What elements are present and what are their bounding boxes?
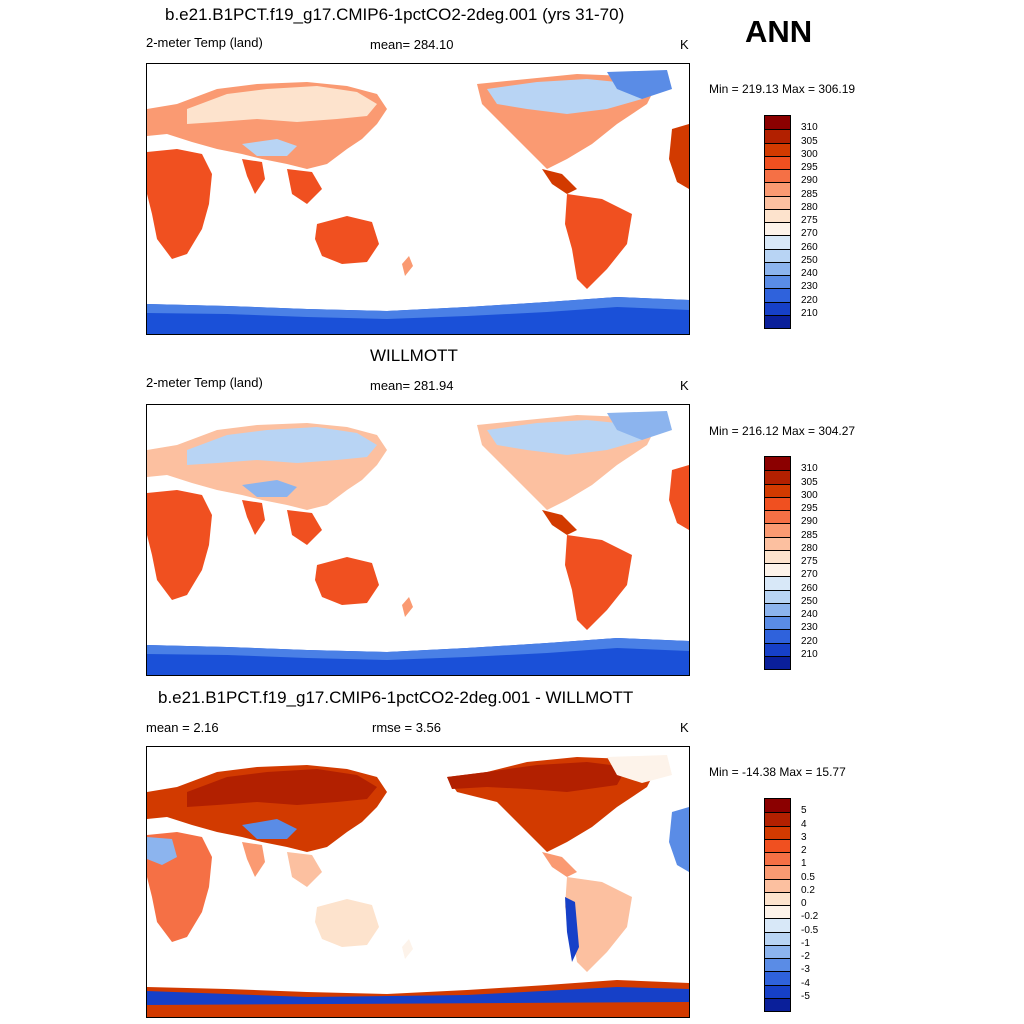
panel-3-units-label: K <box>680 720 689 735</box>
colorbar-tick-label: 285 <box>801 188 818 200</box>
colorbar-tick-label: 300 <box>801 489 818 501</box>
colorbar-tick-label: 270 <box>801 228 818 240</box>
colorbar-tick-label: 250 <box>801 254 818 266</box>
australia-region <box>315 899 379 947</box>
panel-2-colorbar <box>764 456 818 670</box>
colorbar-tick-label: 305 <box>801 135 818 147</box>
colorbar-tick-label: -1 <box>801 937 810 949</box>
central-america-region <box>542 169 577 194</box>
colorbar-tick-label: 220 <box>801 635 818 647</box>
colorbar-box <box>765 563 790 576</box>
africa-east-wrap-region <box>669 124 689 189</box>
colorbar-box <box>765 249 790 262</box>
colorbar-tick-label: 220 <box>801 294 818 306</box>
new-zealand-region <box>402 597 413 617</box>
colorbar-tick-label: 275 <box>801 215 818 226</box>
colorbar-box <box>765 156 790 169</box>
colorbar-box <box>765 590 790 603</box>
se-asia-region <box>287 169 322 204</box>
colorbar-tick-label: 240 <box>801 609 818 620</box>
africa-east-wrap-region <box>669 465 689 530</box>
colorbar-box <box>765 129 790 142</box>
colorbar-tick-label: -5 <box>801 990 810 1002</box>
colorbar-box <box>765 852 790 865</box>
colorbar-box <box>765 839 790 852</box>
colorbar-box <box>765 905 790 918</box>
colorbar-tick-label: 280 <box>801 201 818 213</box>
colorbar-box <box>765 457 790 470</box>
colorbar-tick-label: 260 <box>801 241 818 253</box>
colorbar-tick-label: -0.5 <box>801 924 819 936</box>
colorbar-box <box>765 799 790 812</box>
panel-1-map <box>146 63 690 335</box>
colorbar-tick-label: 210 <box>801 648 818 660</box>
colorbar-box <box>765 262 790 275</box>
colorbar-box <box>765 629 790 642</box>
new-zealand-region <box>402 256 413 276</box>
panel-2-variable-label: 2-meter Temp (land) <box>146 375 263 390</box>
colorbar-box <box>765 603 790 616</box>
colorbar-tick-label: 210 <box>801 307 818 319</box>
colorbar-tick-label: 285 <box>801 529 818 541</box>
panel-3-minmax-label: Min = -14.38 Max = 15.77 <box>709 765 846 779</box>
colorbar-tick-label: 310 <box>801 463 818 475</box>
colorbar-box <box>765 116 790 129</box>
colorbar-box <box>765 918 790 931</box>
panel-2-units-label: K <box>680 378 689 393</box>
colorbar-box <box>765 302 790 315</box>
colorbar-tick-label: -3 <box>801 964 810 976</box>
colorbar-tick-label: 0.5 <box>801 871 815 883</box>
india-region <box>242 500 265 535</box>
colorbar-tick-label: -2 <box>801 951 810 962</box>
colorbar-tick-label: 300 <box>801 148 818 160</box>
panel-1-map-svg <box>147 64 689 334</box>
australia-region <box>315 557 379 605</box>
colorbar-tick-label: -0.2 <box>801 911 819 923</box>
panel-2-title: WILLMOTT <box>370 346 458 365</box>
africa-region <box>147 149 212 259</box>
panel-2-mean-label: mean= 281.94 <box>370 378 454 393</box>
panel-1-colorbar <box>764 115 818 329</box>
colorbar-box <box>765 865 790 878</box>
panel-2-map-svg <box>147 405 689 675</box>
colorbar-box <box>765 235 790 248</box>
africa-east-wrap-region <box>669 807 689 872</box>
season-label: ANN <box>745 14 813 49</box>
colorbar-box <box>765 275 790 288</box>
central-america-region <box>542 852 577 877</box>
colorbar-box <box>765 470 790 483</box>
colorbar-tick-label: 270 <box>801 569 818 581</box>
panel-1-variable-label: 2-meter Temp (land) <box>146 35 263 50</box>
colorbar-tick-label: 250 <box>801 595 818 607</box>
colorbar-tick-label: 290 <box>801 516 818 528</box>
colorbar-tick-label: 295 <box>801 162 818 173</box>
colorbar-tick-label: 295 <box>801 503 818 514</box>
colorbar-box <box>765 497 790 510</box>
colorbar-tick-label: 310 <box>801 122 818 134</box>
colorbar-tick-label: 0 <box>801 898 807 909</box>
panel-1-units-label: K <box>680 37 689 52</box>
colorbar-tick-label: 0.2 <box>801 884 815 896</box>
panel-2-map <box>146 404 690 676</box>
colorbar-box <box>765 892 790 905</box>
colorbar-box <box>765 812 790 825</box>
colorbar-box <box>765 998 790 1011</box>
colorbar-box <box>765 169 790 182</box>
colorbar-box <box>765 196 790 209</box>
colorbar-box <box>765 985 790 998</box>
colorbar-tick-label: 5 <box>801 805 807 817</box>
colorbar-tick-label: 2 <box>801 845 807 856</box>
india-region <box>242 842 265 877</box>
colorbar-box <box>765 643 790 656</box>
colorbar-box <box>765 209 790 222</box>
colorbar-box <box>765 971 790 984</box>
panel-1-mean-label: mean= 284.10 <box>370 37 454 52</box>
colorbar-box <box>765 222 790 235</box>
colorbar-box <box>765 576 790 589</box>
australia-region <box>315 216 379 264</box>
panel-3-title: b.e21.B1PCT.f19_g17.CMIP6-1pctCO2-2deg.001 - WILLMOTT <box>158 688 634 707</box>
colorbar-box <box>765 945 790 958</box>
colorbar-box <box>765 656 790 669</box>
colorbar-box <box>765 510 790 523</box>
colorbar-box <box>765 523 790 536</box>
south-america-region <box>565 535 632 630</box>
panel-3-map-svg <box>147 747 689 1017</box>
colorbar-box <box>765 182 790 195</box>
colorbar-tick-label: -4 <box>801 977 810 989</box>
colorbar-tick-label: 305 <box>801 476 818 488</box>
colorbar-tick-label: 240 <box>801 268 818 279</box>
colorbar-box <box>765 958 790 971</box>
colorbar-box <box>765 288 790 301</box>
colorbar-box <box>765 879 790 892</box>
colorbar-box <box>765 616 790 629</box>
colorbar-tick-label: 4 <box>801 818 807 830</box>
colorbar-box <box>765 315 790 328</box>
colorbar-tick-label: 230 <box>801 622 818 634</box>
colorbar-tick-label: 230 <box>801 281 818 293</box>
colorbar-tick-label: 260 <box>801 582 818 594</box>
africa-region <box>147 490 212 600</box>
new-zealand-region <box>402 939 413 959</box>
panel-3-colorbar <box>764 798 819 1012</box>
colorbar-tick-label: 275 <box>801 556 818 567</box>
colorbar-box <box>765 143 790 156</box>
colorbar-box <box>765 484 790 497</box>
panel-2-minmax-label: Min = 216.12 Max = 304.27 <box>709 424 856 438</box>
colorbar-box <box>765 537 790 550</box>
colorbar-tick-label: 290 <box>801 175 818 187</box>
panel-1-minmax-label: Min = 219.13 Max = 306.19 <box>709 82 856 96</box>
se-asia-region <box>287 852 322 887</box>
panel-3-rmse-label: rmse = 3.56 <box>372 720 442 735</box>
panel-3-mean-label: mean = 2.16 <box>146 720 219 735</box>
colorbar-tick-label: 280 <box>801 542 818 554</box>
colorbar-box <box>765 550 790 563</box>
colorbar-box <box>765 826 790 839</box>
india-region <box>242 159 265 194</box>
colorbar-box <box>765 932 790 945</box>
south-america-region <box>565 194 632 289</box>
central-america-region <box>542 510 577 535</box>
panel-1-title: b.e21.B1PCT.f19_g17.CMIP6-1pctCO2-2deg.001 (yrs 31-70) <box>165 5 625 24</box>
colorbar-tick-label: 3 <box>801 831 807 843</box>
panel-3-map <box>146 746 690 1018</box>
se-asia-region <box>287 510 322 545</box>
colorbar-tick-label: 1 <box>801 858 807 870</box>
